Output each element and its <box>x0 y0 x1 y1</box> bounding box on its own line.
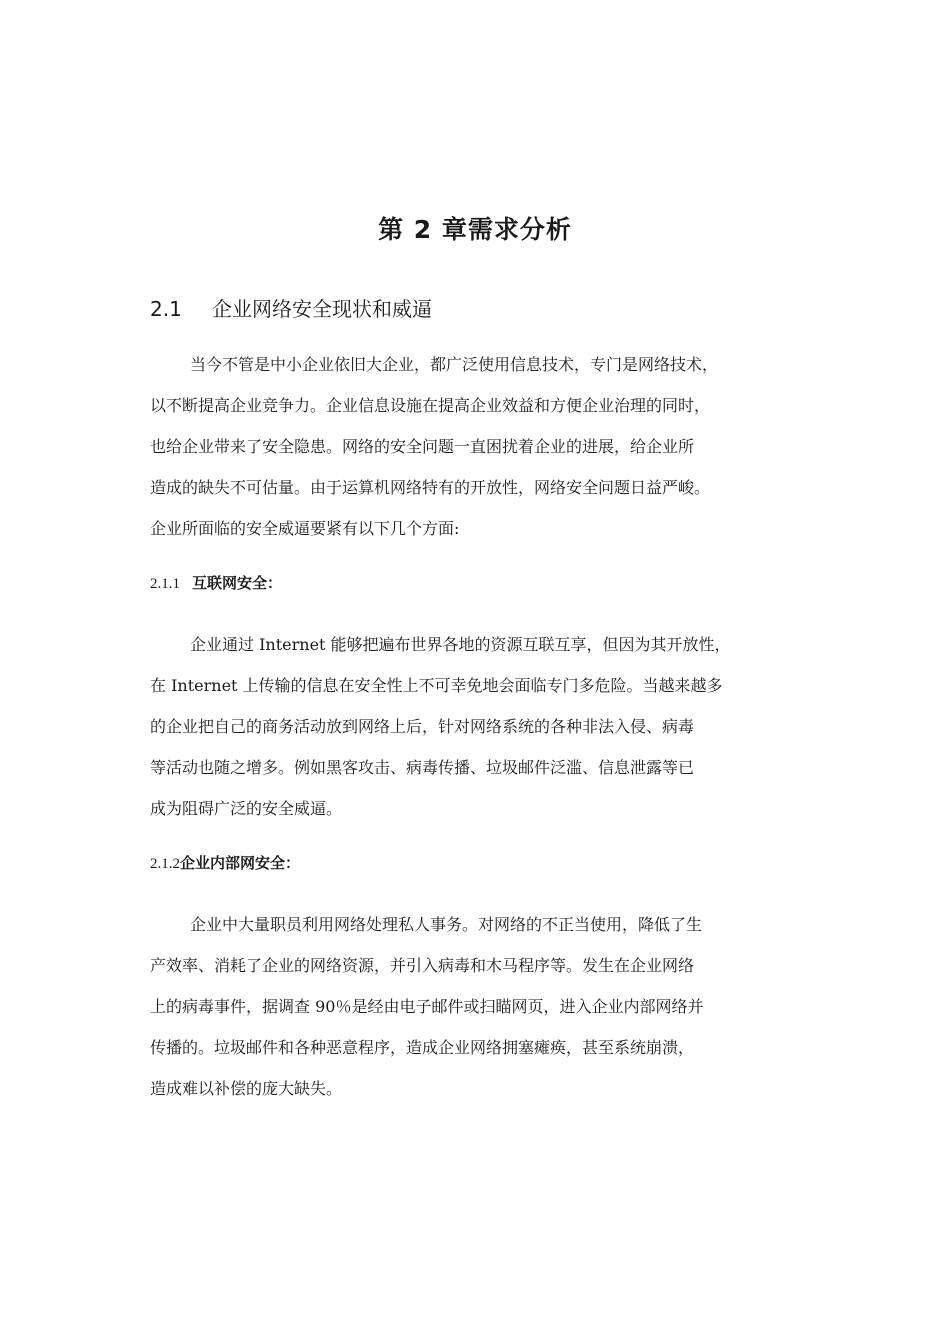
section-title: 企业网络安全现状和威逼 <box>212 297 432 321</box>
paragraph-line: 产效率、消耗了企业的网络资源，并引入病毒和木马程序等。发生在企业网络 <box>150 956 695 975</box>
paragraph-line: 成为阻碍广泛的安全威逼。 <box>150 799 343 818</box>
subsection-number: 2.1.1 <box>150 576 180 592</box>
paragraph-line: 企业通过 Internet 能够把遍布世界各地的资源互联互享，但因为其开放性， <box>190 635 731 654</box>
paragraph-line: 造成的缺失不可估量。由于运算机网络特有的开放性，网络安全问题日益严峻。 <box>150 478 711 497</box>
paragraph-line: 造成难以补偿的庞大缺失。 <box>150 1079 343 1098</box>
paragraph-internal <box>150 904 810 1109</box>
subsection-title: 企业内部网安全： <box>180 854 301 872</box>
paragraph-internet <box>150 624 810 829</box>
subsection-title: 互联网安全： <box>192 574 283 592</box>
chapter-title: 第 2 章需求分析 <box>378 215 572 244</box>
paragraph-line: 传播的。垃圾邮件和各种恶意程序，造成企业网络拥塞瘫痪，甚至系统崩溃， <box>150 1038 695 1057</box>
subsection-number: 2.1.2 <box>150 856 180 872</box>
section-number: 2.1 <box>150 297 182 321</box>
paragraph-line: 等活动也随之增多。例如黑客攻击、病毒传播、垃圾邮件泛滥、信息泄露等已 <box>150 758 695 777</box>
subsection-heading-internet <box>150 568 282 598</box>
paragraph-line: 以不断提高企业竞争力。企业信息设施在提高企业效益和方便企业治理的同时， <box>150 396 711 415</box>
paragraph-line: 企业所面临的安全威逼要紧有以下几个方面: <box>150 519 460 538</box>
subsection-heading-internal <box>150 848 300 878</box>
paragraph-intro <box>150 344 810 549</box>
paragraph-line: 的企业把自己的商务活动放到网络上后，针对网络系统的各种非法入侵、病毒 <box>150 717 695 736</box>
paragraph-line: 上的病毒事件，据调查 90％是经由电子邮件或扫瞄网页，进入企业内部网络并 <box>150 997 704 1016</box>
paragraph-line: 在 Internet 上传输的信息在安全性上不可幸免地会面临专门多危险。当越来越多 <box>150 676 723 695</box>
paragraph-line: 也给企业带来了安全隐患。网络的安全问题一直困扰着企业的进展，给企业所 <box>150 437 695 456</box>
paragraph-line: 企业中大量职员利用网络处理私人事务。对网络的不正当使用，降低了生 <box>190 915 703 934</box>
paragraph-line: 当今不管是中小企业依旧大企业，都广泛使用信息技术，专门是网络技术， <box>190 355 719 374</box>
section-heading <box>150 292 432 326</box>
